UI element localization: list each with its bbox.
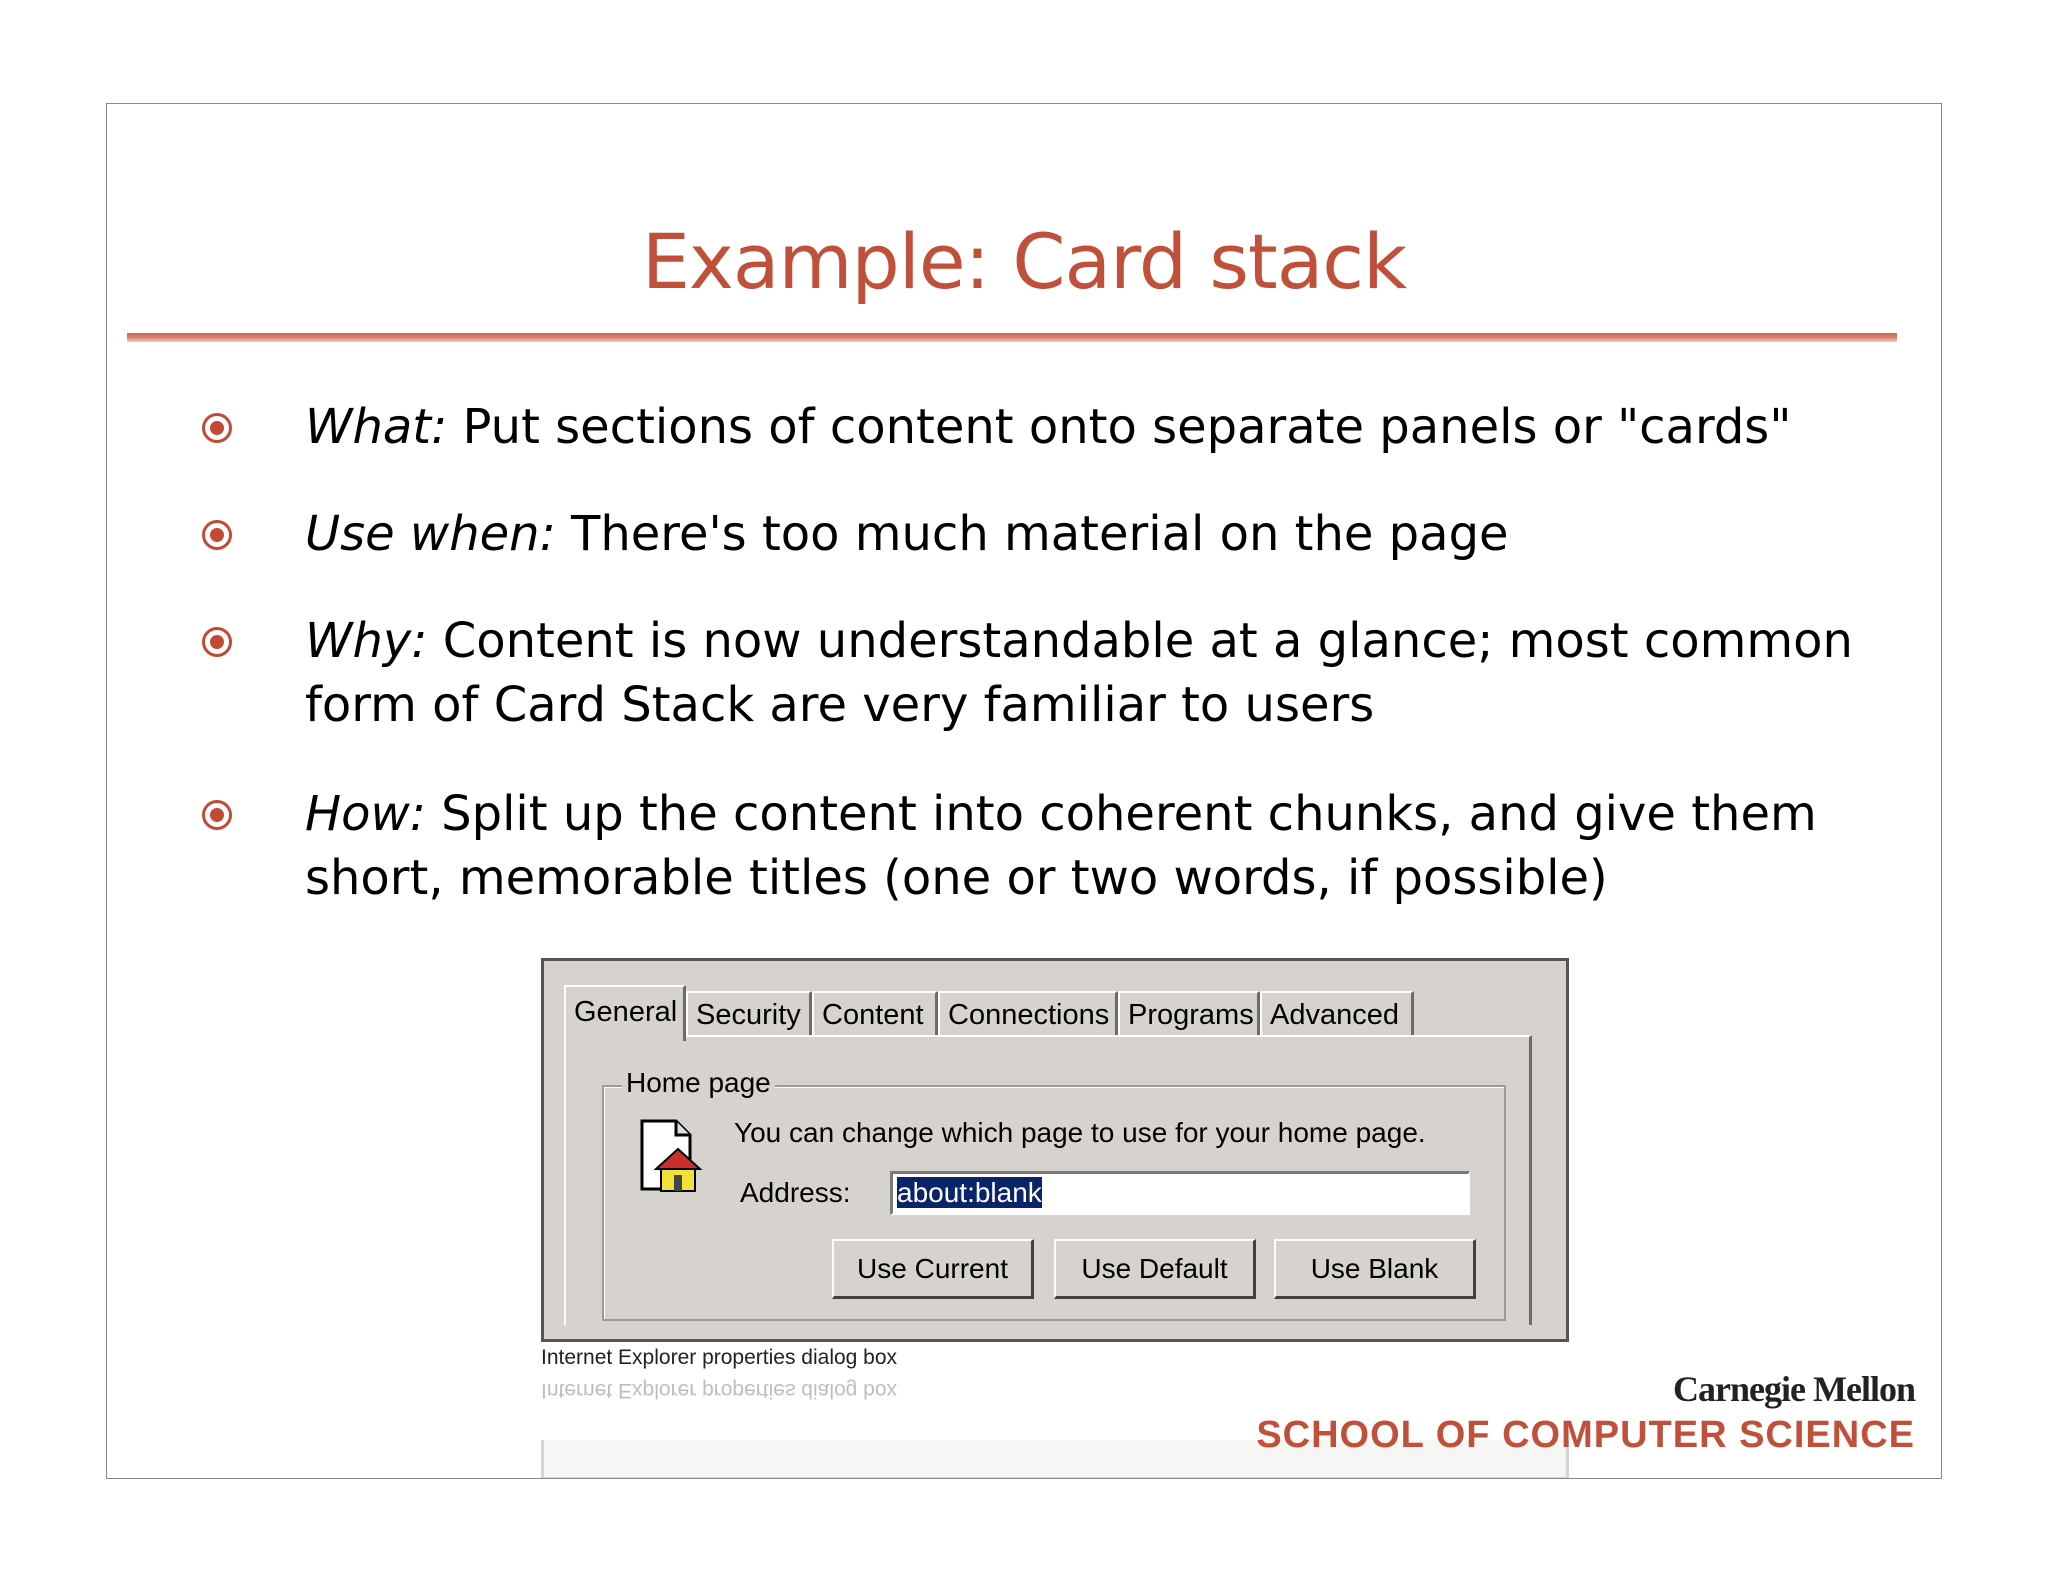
bullet-lead: Why: [305,613,428,669]
bullet-icon [202,413,232,443]
bullet-icon [202,627,232,657]
tab-advanced[interactable]: Advanced [1260,991,1414,1035]
tab-connections[interactable]: Connections [938,991,1118,1035]
home-page-icon [634,1117,704,1197]
bullet-text: Split up the content into coherent chunks, and give them short, memorable titles (one or two words, if possible) [305,786,1817,906]
address-input[interactable] [890,1171,1470,1215]
bullet-icon [202,800,232,830]
bullet-lead: How: [305,786,426,842]
tab-general[interactable]: General [564,985,686,1041]
bullet-text: Put sections of content onto separate panels or "cards" [447,399,1792,455]
home-page-description: You can change which page to use for your home page. [734,1117,1426,1148]
use-default-button[interactable]: Use Default [1054,1239,1256,1299]
reflection-caption: Internet Explorer properties dialog box [541,1379,898,1402]
address-value: about:blank [897,1177,1042,1208]
home-page-group [602,1067,1506,1321]
bullet-icon [202,520,232,550]
bullet-what [305,395,1865,459]
bullet-lead: Use when: [305,506,556,562]
bullet-use-when [305,502,1865,566]
slide-title: Example: Card stack [641,217,1407,306]
dialog-caption: Internet Explorer properties dialog box [541,1346,898,1369]
bullet-how [305,782,1865,910]
tab-page-general [564,1035,1532,1325]
tab-security[interactable]: Security [686,991,812,1035]
bullet-text: There's too much material on the page [555,506,1509,562]
group-label: Home page [622,1065,775,1101]
address-label: Address: [740,1177,851,1208]
bullet-text: Content is now understandable at a glance; most common form of Card Stack are very familiar to users [305,613,1853,733]
use-blank-button[interactable]: Use Blank [1274,1239,1476,1299]
bullet-lead: What: [305,399,448,455]
ie-properties-dialog [541,958,1569,1342]
bullet-why [305,609,1865,737]
school-name: SCHOOL OF COMPUTER SCIENCE [1256,1414,1915,1456]
title-divider [127,333,1897,342]
use-current-button[interactable]: Use Current [832,1239,1034,1299]
university-logo: Carnegie Mellon [1673,1369,1915,1409]
tab-programs[interactable]: Programs [1118,991,1260,1035]
slide [106,103,1942,1479]
tab-content[interactable]: Content [812,991,938,1035]
